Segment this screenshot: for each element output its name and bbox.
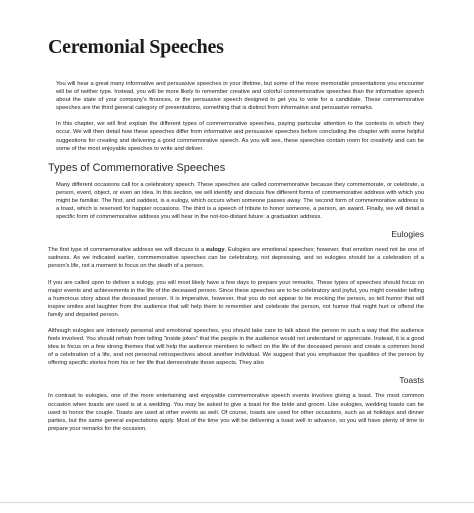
eulogies-paragraph-3: Although eulogies are intensely personal and emotional speeches, you should take care to talk about the person in such a way that the audience feels involved. You should refrain from telling "inside jokes" that the people in the audience would not understand or appreciate. Instead, it is a good idea to focus on a few strong themes that will help the audience members to reflect on the life of the deceased person and create a common bond of a celebration of a life, and not personal retrospectives about another individual. We suggest that you emphasize the qualities of the person by offering specific stories from his or her life that demonstrate those aspects. They also xyxy=(48,327,424,367)
intro-paragraph-2: In this chapter, we will first explain the different types of commemorative speeches, paying particular attention to the contexts in which they occur. We will then detail how these speeches differ from informative and persuasive speeches before concluding the chapter with some helpful suggestions for creating and delivering a good commemorative speech. As you will see, these speeches contain room for creativity and can be some of the most enjoyable speeches to write and deliver. xyxy=(56,121,424,152)
section-heading-toasts: Toasts xyxy=(399,375,424,386)
intro-paragraph-1: You will hear a great many informative and persuasive speeches in your lifetime, but some of the more memorable presentations you encounter will be of neither type. Instead, you will be more likely to remember creative and colorful commemorative speeches than the informative speech about the state of your company's finances, or the persuasive speech designed to get you to vote for a candidate. These commemorative speeches are the third general category of presentations, something that is distinct from informative and persuasive remarks. xyxy=(56,81,424,112)
section-heading-types: Types of Commemorative Speeches xyxy=(48,161,226,174)
eulogies-paragraph-1 xyxy=(48,246,424,270)
eulogy-term: eulogy xyxy=(205,247,225,254)
types-paragraph-1: Many different occasions call for a celebratory speech. These speeches are called commemorative because they commemorate, or celebrate, a person, event, object, or even an idea. In this section, we will identify and discuss five different forms of commemorative address with which you might be familiar. The first, and saddest, is a eulogy, which occurs when someone passes away. The second form of commemorative address is a toast, which is reserved for happier occasions. The third is a speech of tribute to honor someone, a person, an award. Finally, we will detail a specific form of commemorative address you will hear in the not-too-distant future: a graduation address. xyxy=(56,181,424,221)
section-heading-eulogies: Eulogies xyxy=(391,229,424,240)
toasts-paragraph-1: In contrast to eulogies, one of the more entertaining and enjoyable commemorative speech events involves giving a toast. The most common occasion when toasts are used is at a wedding. You may be asked to give a toast for the bride and groom. Like eulogies, wedding toasts can be used to honor the couple. Toasts are used at other events as well. Of course, toasts are used for other occasions, such as at holidays and dinner parties, but the same general expectations apply. Most of the time you will be delivering a toast well in advance, so you will have plenty of time to prepare your remarks for the occasion. xyxy=(48,393,424,432)
eulogies-p1-text-b: . Eulogies are emotional speeches; however, that emotion need not be one of sadness. As we indicated earlier, commemorative speeches can be celebratory, not depressing, and so eulogies should be a celebration of a person's life, not a moment to focus on the death of a person. xyxy=(48,247,424,270)
eulogies-p1-text-a: The first type of commemorative address we will discuss is a xyxy=(48,247,206,254)
eulogies-paragraph-2: If you are called upon to deliver a eulogy, you will most likely have a few days to prepare your remarks. These types of speeches should focus on major events and achievements in the life of the deceased person. Since these speeches are to be celebratory and joyful, you might consider telling a humorous story about the deceased person. It is imperative, however, that you do not appear to be mocking the person, so tell humor that will inspire smiles and laughter from the audience that will help them to remember and celebrate the person, not humor that might hurt or offend the family and departed person. xyxy=(48,279,424,318)
page-title: Ceremonial Speeches xyxy=(48,36,224,58)
page-bottom-edge xyxy=(0,502,474,503)
